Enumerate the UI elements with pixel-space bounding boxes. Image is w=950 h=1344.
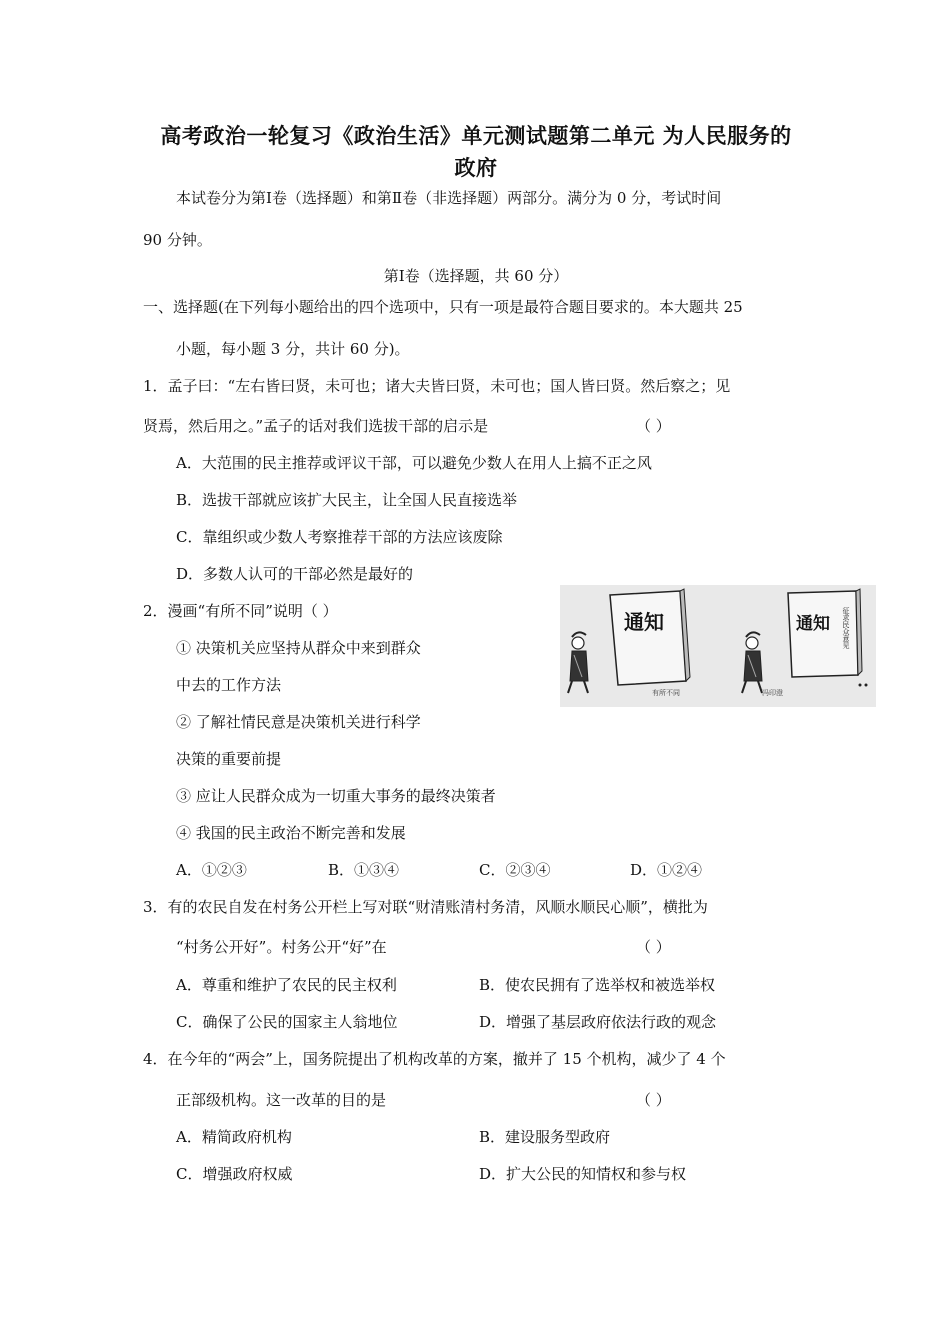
q2-option-a: A．①②③ [176, 861, 247, 879]
q2-item-1a: ① 决策机关应坚持从群众中来到群众 [176, 639, 421, 657]
q1-option-b: B．选拔干部就应该扩大民主，让全国人民直接选举 [176, 491, 518, 509]
intro-line2: 90 分钟。 [143, 231, 212, 249]
q2-option-d: D．①②④ [630, 861, 703, 879]
q2-option-b: B．①③④ [328, 861, 400, 879]
q4-option-c: C．增强政府权威 [176, 1165, 293, 1183]
q1-stem-line2: 贤焉，然后用之。”孟子的话对我们选拔干部的启示是 [143, 417, 489, 435]
notice-right-text: 通知 [796, 614, 830, 634]
q2-item-4: ④ 我国的民主政治不断完善和发展 [176, 824, 406, 842]
part1-instructions-line2: 小题，每小题 3 分，共计 60 分)。 [176, 340, 410, 358]
q4-stem-line1: 4．在今年的“两会”上，国务院提出了机构改革的方案，撤并了 15 个机构，减少了 4 个 [143, 1050, 726, 1068]
q1-answer-paren: （ ） [636, 417, 671, 435]
document-title-line1: 高考政治一轮复习《政治生活》单元测试题第二单元 为人民服务的 [160, 123, 792, 148]
q2-item-2b: 决策的重要前提 [176, 750, 282, 768]
q1-option-c: C．靠组织或少数人考察推荐干部的方法应该废除 [176, 528, 503, 546]
cartoon-illustration [560, 585, 876, 707]
q4-answer-paren: （ ） [636, 1091, 671, 1109]
q4-stem-line2: 正部级机构。这一改革的目的是 [176, 1091, 387, 1109]
part1-heading: 第Ⅰ卷（选择题，共 60 分） [383, 267, 569, 285]
q1-stem-line1: 1．孟子曰：“左右皆曰贤，未可也；诸大夫皆曰贤，未可也；国人皆曰贤。然后察之；见 [143, 377, 731, 395]
notice-board-right [788, 589, 862, 677]
q3-answer-paren: （ ） [636, 938, 671, 956]
part1-instructions-line1: 一、选择题(在下列每小题给出的四个选项中，只有一项是最符合题目要求的。本大题共 25 [143, 298, 743, 316]
document-title-line2: 政府 [454, 155, 498, 180]
notice-left-text-1: 通知 [624, 610, 664, 634]
q2-stem: 2．漫画“有所不同”说明（ ） [143, 602, 338, 620]
q2-item-3: ③ 应让人民群众成为一切重大事务的最终决策者 [176, 787, 496, 805]
q3-option-c: C．确保了公民的国家主人翁地位 [176, 1013, 398, 1031]
cartoon-caption-left: 有所不同 [652, 689, 680, 697]
q1-option-d: D．多数人认可的干部必然是最好的 [176, 565, 414, 583]
q3-stem-line1: 3．有的农民自发在村务公开栏上写对联“财清账清村务清，风顺水顺民心顺”，横批为 [143, 898, 708, 916]
intro-line1: 本试卷分为第Ⅰ卷（选择题）和第Ⅱ卷（非选择题）两部分。满分为 0 分，考试时间 [176, 189, 722, 207]
q2-item-1b: 中去的工作方法 [176, 676, 282, 694]
q3-option-a: A．尊重和维护了农民的民主权利 [176, 976, 397, 994]
notice-right-side-text: 征求民众意见 [842, 607, 850, 649]
q1-option-a: A．大范围的民主推荐或评议干部，可以避免少数人在用人上搞不正之风 [176, 454, 652, 472]
q3-stem-line2: “村务公开好”。村务公开“好”在 [176, 938, 387, 956]
q4-option-a: A．精简政府机构 [176, 1128, 292, 1146]
q3-option-d: D．增强了基层政府依法行政的观念 [479, 1013, 717, 1031]
notice-board-left [610, 589, 690, 685]
q2-item-2a: ② 了解社情民意是决策机关进行科学 [176, 713, 421, 731]
q2-option-c: C．②③④ [479, 861, 551, 879]
q4-option-d: D．扩大公民的知情权和参与权 [479, 1165, 687, 1183]
cartoon-caption-right: 冯印澄 [762, 689, 783, 697]
q3-option-b: B．使农民拥有了选举权和被选举权 [479, 976, 716, 994]
q4-option-b: B．建设服务型政府 [479, 1128, 611, 1146]
